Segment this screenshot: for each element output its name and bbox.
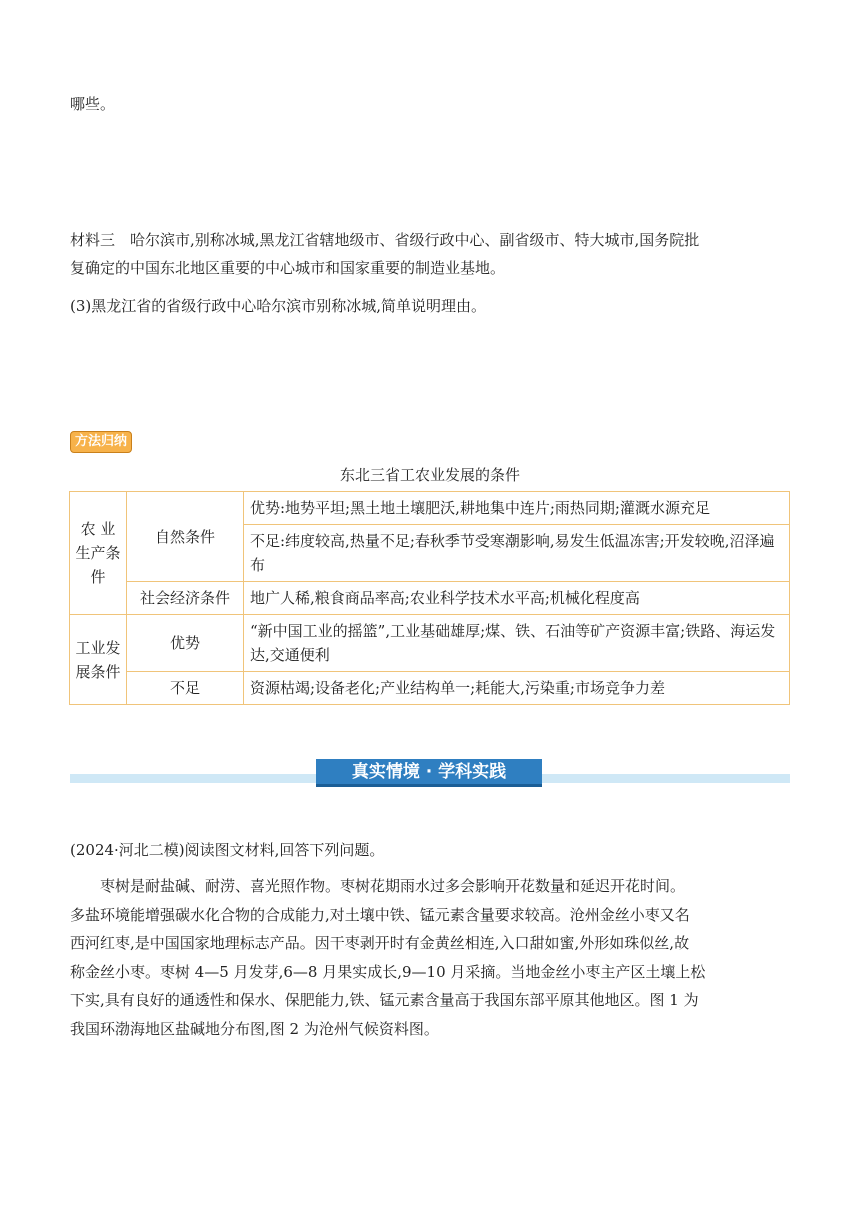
- social-text-cell: 地广人稀,粮食商品率高;农业科学技术水平高;机械化程度高: [244, 582, 790, 615]
- table-title: 东北三省工农业发展的条件: [339, 466, 520, 484]
- paragraph-line: 我国环渤海地区盐碱地分布图,图 2 为沧州气候资料图。: [70, 1019, 439, 1038]
- natural-advantage-cell: 优势:地势平坦;黑土地土壤肥沃,耕地集中连片;雨热同期;灌溉水源充足: [244, 492, 790, 525]
- paragraph-line: 称金丝小枣。枣树 4—5 月发芽,6—8 月果实成长,9—10 月采摘。当地金丝小枣主产区土壤上松: [70, 962, 706, 981]
- material-paragraph: [70, 872, 790, 1043]
- social-label-cell: 社会经济条件: [127, 582, 244, 615]
- table-row: [70, 582, 790, 615]
- material3-line1: 材料三 哈尔滨市,别称冰城,黑龙江省辖地级市、省级行政中心、副省级市、特大城市,国务院批: [70, 231, 700, 249]
- agri-header-cell: 农 业 生产条件: [70, 492, 127, 615]
- industry-header-cell: 工业发展条件: [70, 615, 127, 705]
- industry-advantage-text-cell: “新中国工业的摇篮”,工业基础雄厚;煤、铁、石油等矿产资源丰富;铁路、海运发达,交通便利: [244, 615, 790, 672]
- table-row: [70, 615, 790, 672]
- paragraph-line: 多盐环境能增强碳水化合物的合成能力,对土壤中铁、锰元素含量要求较高。沧州金丝小枣又名: [70, 905, 690, 924]
- method-summary-badge: 方法归纳: [70, 431, 132, 453]
- paragraph-line: 下实,具有良好的通透性和保水、保肥能力,铁、锰元素含量高于我国东部平原其他地区。图 1 为: [70, 991, 699, 1009]
- industry-advantage-label-cell: 优势: [127, 615, 244, 672]
- section-banner-label: 真实情境 · 学科实践: [316, 759, 542, 787]
- industry-disadvantage-label-cell: 不足: [127, 672, 244, 705]
- question-source: (2024·河北二模)阅读图文材料,回答下列问题。: [70, 841, 385, 859]
- paragraph-line: 枣树是耐盐碱、耐涝、喜光照作物。枣树花期雨水过多会影响开花数量和延迟开花时间。: [100, 877, 686, 895]
- prev-question-tail: 哪些。: [70, 95, 116, 113]
- paragraph-line: 西河红枣,是中国国家地理标志产品。因干枣剥开时有金黄丝相连,入口甜如蜜,外形如珠似丝,故: [70, 934, 690, 952]
- question-3: (3)黑龙江省的省级行政中心哈尔滨市别称冰城,简单说明理由。: [70, 297, 487, 315]
- table-row: [70, 672, 790, 705]
- natural-label-cell: 自然条件: [127, 492, 244, 582]
- natural-disadvantage-cell: 不足:纬度较高,热量不足;春秋季节受寒潮影响,易发生低温冻害;开发较晚,沼泽遍布: [244, 525, 790, 582]
- table-row: [70, 492, 790, 525]
- industry-disadvantage-text-cell: 资源枯竭;设备老化;产业结构单一;耗能大,污染重;市场竞争力差: [244, 672, 790, 705]
- material3-line2: 复确定的中国东北地区重要的中心城市和国家重要的制造业基地。: [70, 259, 506, 277]
- conditions-table: [69, 491, 790, 705]
